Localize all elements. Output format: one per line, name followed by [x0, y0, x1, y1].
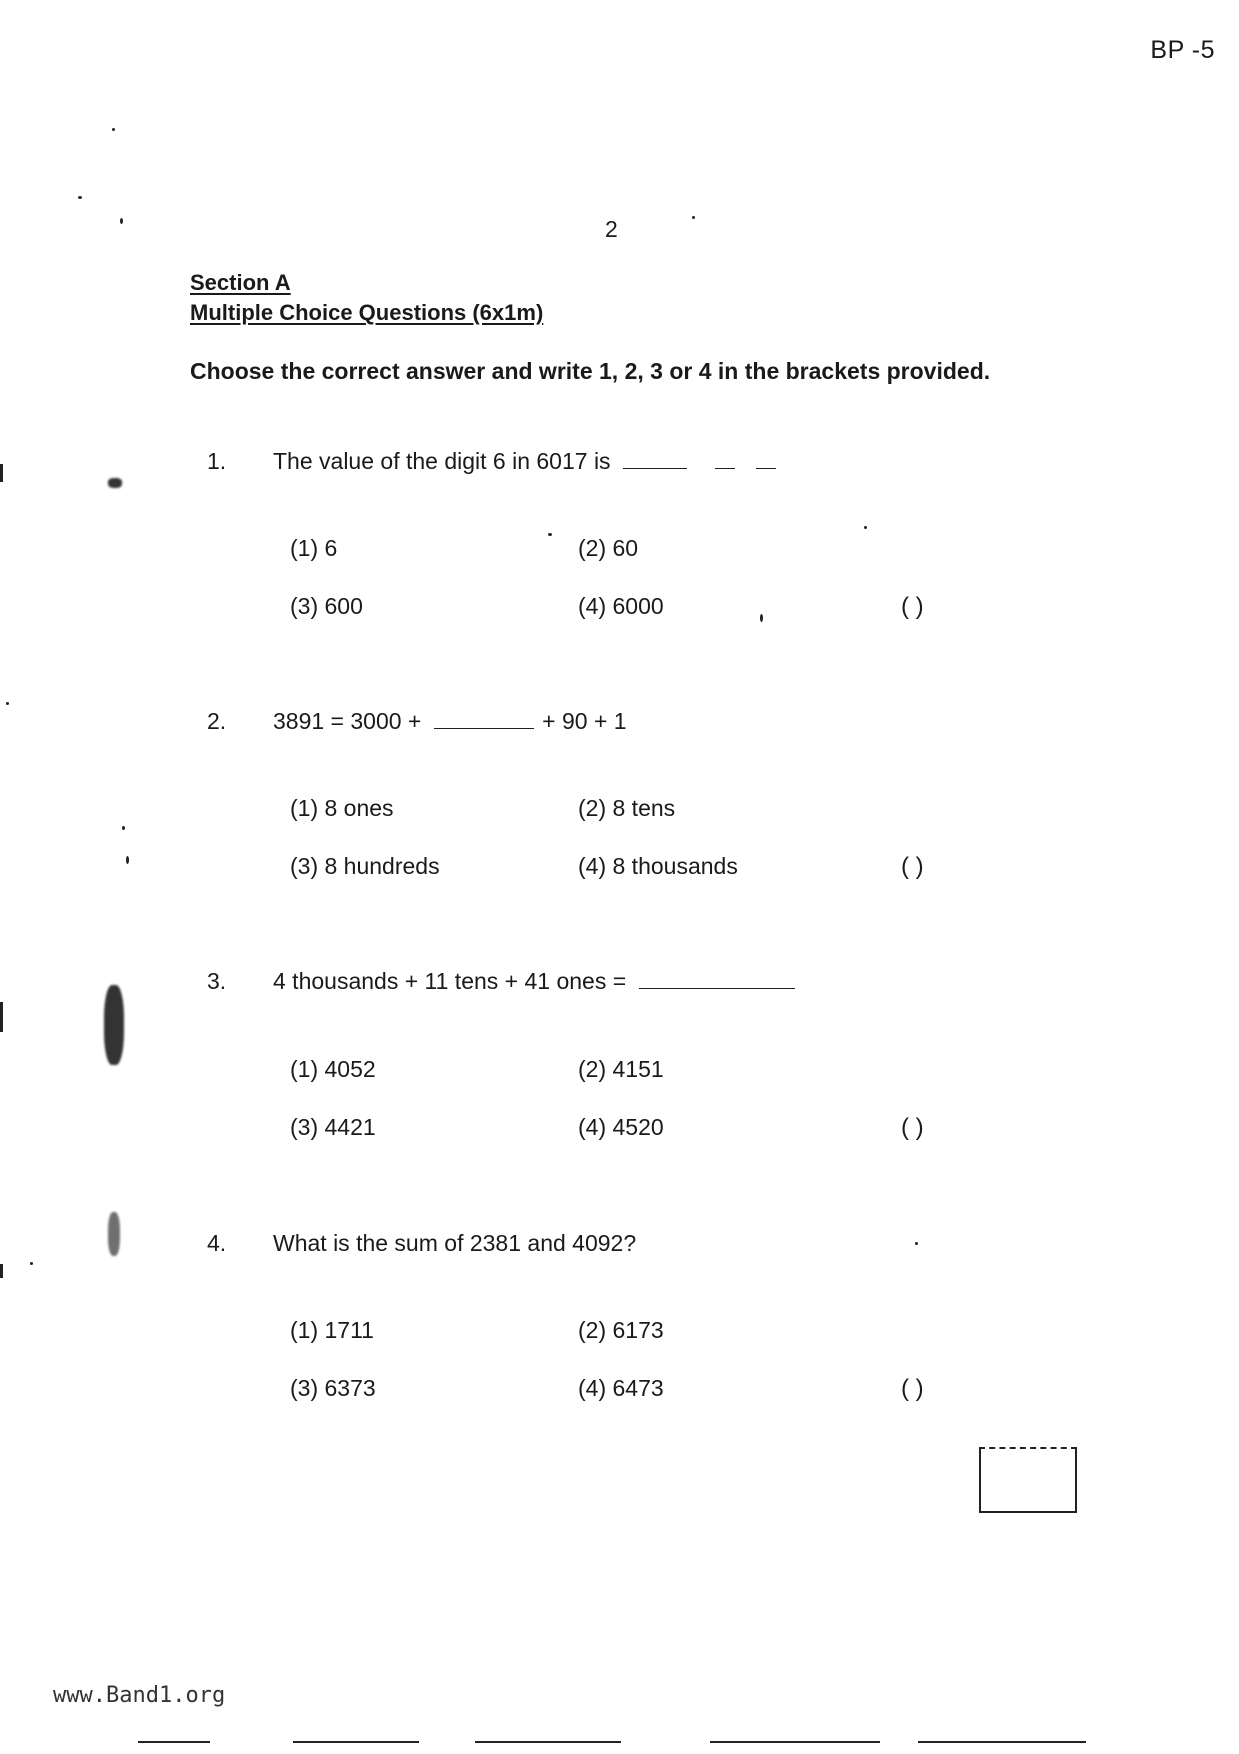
footer-line [138, 1741, 210, 1743]
question-number: 3. [207, 968, 227, 994]
scan-speck [692, 216, 695, 219]
option-2: (2) 4151 [578, 1056, 664, 1082]
answer-blank [715, 450, 735, 469]
scan-speck [915, 1242, 918, 1245]
page-number: 2 [605, 216, 618, 242]
option-1: (1) 6 [290, 535, 338, 561]
answer-bracket[interactable]: ( ) [901, 853, 924, 880]
scan-speck [864, 526, 867, 529]
option-4: (4) 6000 [578, 593, 664, 619]
option-2: (2) 8 tens [578, 795, 676, 821]
scan-speck [6, 702, 9, 705]
answer-blank [623, 450, 687, 469]
question-text [273, 968, 795, 995]
section-title: Section A [190, 270, 291, 295]
option-1: (1) 1711 [290, 1317, 374, 1343]
scan-speck [548, 533, 552, 536]
scan-speck [122, 826, 125, 830]
footer-line [293, 1741, 419, 1743]
question-text [273, 708, 627, 735]
option-4: (4) 4520 [578, 1114, 664, 1140]
option-2: (2) 6173 [578, 1317, 664, 1343]
scan-speck [0, 1002, 3, 1032]
scan-speck [30, 1262, 33, 1265]
scan-speck [760, 614, 763, 622]
option-4: (4) 6473 [578, 1375, 664, 1401]
answer-bracket[interactable]: ( ) [901, 1375, 924, 1402]
footer-line [475, 1741, 621, 1743]
scan-smudge [108, 1212, 120, 1256]
question-text-body: 4 thousands + 11 tens + 41 ones = [273, 968, 627, 994]
question-text-before: 3891 = 3000 + [273, 708, 422, 734]
option-1: (1) 4052 [290, 1056, 376, 1082]
answer-bracket[interactable]: ( ) [901, 1114, 924, 1141]
answer-blank [639, 970, 795, 989]
question-text: What is the sum of 2381 and 4092? [273, 1230, 637, 1256]
footer-line [710, 1741, 880, 1743]
answer-blank [434, 710, 534, 729]
question-text [273, 448, 776, 475]
score-box[interactable] [979, 1447, 1077, 1513]
option-3: (3) 4421 [290, 1114, 376, 1140]
section-subtitle: Multiple Choice Questions (6x1m) [190, 300, 544, 325]
option-3: (3) 600 [290, 593, 363, 619]
footer-line [918, 1741, 1086, 1743]
question-number: 1. [207, 448, 227, 474]
option-3: (3) 8 hundreds [290, 853, 440, 879]
option-2: (2) 60 [578, 535, 639, 561]
scan-speck [0, 1264, 3, 1278]
scan-smudge [104, 985, 124, 1065]
scan-speck [112, 128, 115, 131]
answer-bracket[interactable]: ( ) [901, 593, 924, 620]
scan-speck [126, 856, 129, 864]
scan-speck [78, 196, 82, 199]
question-text-after: + 90 + 1 [542, 708, 627, 734]
footer-url: www.Band1.org [53, 1683, 226, 1708]
scan-speck [0, 464, 3, 482]
question-number: 4. [207, 1230, 227, 1256]
question-number: 2. [207, 708, 227, 734]
question-text-body: The value of the digit 6 in 6017 is [273, 448, 611, 474]
option-1: (1) 8 ones [290, 795, 394, 821]
page-code: BP -5 [1150, 36, 1215, 64]
scan-speck [120, 218, 123, 224]
answer-blank [756, 450, 776, 469]
option-3: (3) 6373 [290, 1375, 376, 1401]
scan-smudge [108, 478, 122, 488]
instruction-text: Choose the correct answer and write 1, 2, 3 or 4 in the brackets provided. [190, 358, 991, 384]
option-4: (4) 8 thousands [578, 853, 738, 879]
